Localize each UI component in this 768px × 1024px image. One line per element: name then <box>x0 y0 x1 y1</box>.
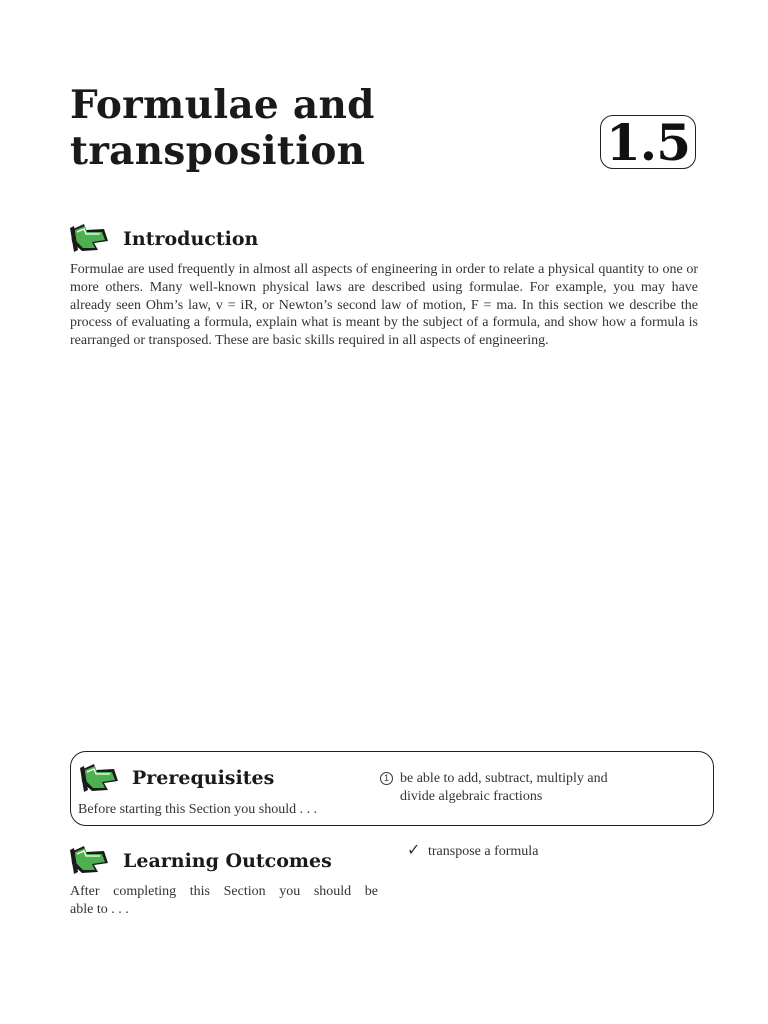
prerequisite-item-line-2: divide algebraic fractions <box>400 788 543 804</box>
prerequisite-item <box>380 770 393 788</box>
prerequisites-heading: Prerequisites <box>132 767 275 789</box>
introduction-heading: Introduction <box>123 228 259 250</box>
arrow-pointer-icon <box>68 220 112 256</box>
prerequisite-item-text <box>400 770 608 805</box>
introduction-paragraph: Formulae are used frequently in almost all aspects of engineering in order to relate a physical quantity to one or more others. Many well-known physical laws are described using formulae. For example, you may have already seen Ohm’s law, v = iR, or Newton’s second law of motion, F = ma. In this section we describe the process of evaluating a formula, explain what is meant by the subject of a formula, and show how a formula is rearranged or transposed. These are basic skills required in all aspects of engineering. <box>70 262 698 349</box>
arrow-pointer-icon <box>68 842 112 878</box>
title-line-1: Formulae and <box>70 82 375 128</box>
learning-outcome-item: transpose a formula <box>428 844 539 859</box>
section-number-badge: 1.5 <box>600 115 696 169</box>
prerequisites-intro: Before starting this Section you should . . . <box>78 802 318 817</box>
title-line-2: transposition <box>70 128 366 174</box>
page-title <box>70 82 375 174</box>
checkmark-icon: ✓ <box>407 842 421 859</box>
circled-number-marker: 1 <box>380 772 393 785</box>
arrow-pointer-icon <box>78 760 122 796</box>
prerequisite-item-line-1: be able to add, subtract, multiply and <box>400 771 608 786</box>
learning-outcomes-intro-line-1: After completing this Section you should be <box>70 884 378 899</box>
learning-outcomes-intro <box>70 883 378 918</box>
learning-outcomes-intro-line-2: able to . . . <box>70 901 129 917</box>
learning-outcomes-heading: Learning Outcomes <box>123 850 332 872</box>
